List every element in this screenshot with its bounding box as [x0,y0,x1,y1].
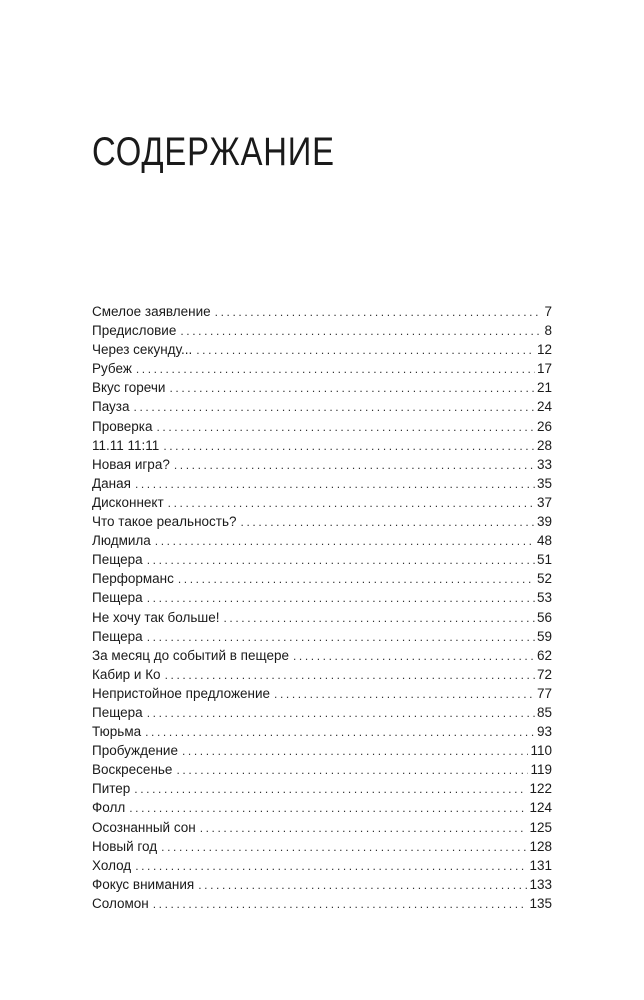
toc-entry-title: Дисконнект [92,494,164,510]
dot-leader [136,360,535,379]
dot-leader [161,838,527,857]
toc-entry-title: Пещера [92,552,143,568]
toc-entry-title: Пробуждение [92,743,178,759]
toc-entry-page-number: 48 [536,533,552,549]
toc-entry-page-number: 131 [529,857,552,873]
toc-entry-page-number: 52 [536,571,552,587]
dot-leader [147,704,535,723]
toc-entry-title: Перформанс [92,571,174,587]
toc-entry [92,608,552,627]
toc-entry-title: Проверка [92,418,153,434]
dot-leader [129,799,527,818]
toc-entry-page-number: 56 [536,609,552,625]
toc-entry [92,455,552,474]
toc-entry-title: Вкус горечи [92,380,166,396]
dot-leader [215,303,543,322]
toc-entry-title: Пещера [92,628,143,644]
dot-leader [293,647,535,666]
dot-leader [198,876,527,895]
dot-leader [196,341,535,360]
toc-entry-page-number: 135 [529,895,552,911]
dot-leader [163,437,535,456]
toc-entry [92,569,552,588]
dot-leader [145,723,535,742]
dot-leader [134,398,535,417]
toc-entry [92,703,552,722]
toc-entry-title: Что такое реальность? [92,514,237,530]
toc-entry-title: Даная [92,475,131,491]
toc-entry-page-number: 62 [536,647,552,663]
toc-entry [92,550,552,569]
toc-entry [92,875,552,894]
toc-entry [92,340,552,359]
toc-entry-page-number: 12 [536,342,552,358]
toc-entry-title: Смелое заявление [92,304,211,319]
toc-entry [92,684,552,703]
toc-entry-page-number: 128 [529,838,552,854]
dot-leader [156,418,535,437]
toc-entry-title: Рубеж [92,361,132,377]
toc-entry-title: Фокус внимания [92,876,195,892]
toc-entry-page-number: 85 [536,704,552,720]
dot-leader [168,494,535,513]
toc-entry [92,856,552,875]
toc-entry [92,665,552,684]
toc-entry [92,321,552,340]
toc-entry [92,894,552,913]
toc-entry [92,531,552,550]
toc-entry [92,588,552,607]
dot-leader [169,379,535,398]
toc-entry-title: Людмила [92,533,151,549]
toc-entry-title: Новая игра? [92,456,170,472]
toc-entry-title: Тюрьма [92,724,142,740]
dot-leader [134,780,527,799]
table-of-contents [92,302,552,913]
toc-entry [92,302,552,321]
toc-entry-page-number: 119 [530,762,552,778]
toc-entry [92,722,552,741]
dot-leader [174,456,535,475]
toc-entry-title: Холод [92,857,132,873]
toc-entry-page-number: 53 [536,590,552,606]
toc-entry-title: Воскресенье [92,762,173,778]
page-title: СОДЕРЖАНИЕ [92,130,335,174]
toc-entry-page-number: 37 [536,494,552,510]
toc-entry [92,436,552,455]
toc-entry-title: Соломон [92,895,149,911]
toc-entry-title: Непристойное предложение [92,685,271,701]
toc-entry [92,417,552,436]
toc-entry-title: Не хочу так больше! [92,609,220,625]
toc-entry-title: Пещера [92,590,143,606]
toc-entry-title: Фолл [92,800,126,816]
toc-entry [92,627,552,646]
toc-entry-title: Кабир и Ко [92,666,161,682]
dot-leader [147,551,535,570]
toc-entry-page-number: 59 [536,628,552,644]
dot-leader [180,322,542,341]
toc-entry-page-number: 133 [529,876,552,892]
toc-entry-page-number: 35 [536,475,552,491]
toc-entry-page-number: 21 [536,380,552,396]
toc-entry-page-number: 8 [544,323,552,339]
toc-entry-title: Новый год [92,838,158,854]
toc-entry-page-number: 122 [529,781,552,797]
toc-entry-title: 11.11 11:11 [92,437,160,453]
dot-leader [182,742,528,761]
dot-leader [274,685,535,704]
dot-leader [153,895,528,914]
dot-leader [135,857,527,876]
toc-entry-page-number: 17 [536,361,552,377]
toc-entry [92,359,552,378]
toc-entry [92,779,552,798]
toc-entry-page-number: 24 [536,399,552,415]
toc-entry-page-number: 51 [536,552,552,568]
toc-entry [92,378,552,397]
toc-entry-page-number: 77 [536,685,552,701]
dot-leader [224,609,535,628]
toc-entry-page-number: 7 [544,304,552,319]
toc-entry [92,397,552,416]
toc-entry-page-number: 93 [536,724,552,740]
toc-entry-title: Пауза [92,399,130,415]
dot-leader [155,532,535,551]
toc-entry-title: Осознанный сон [92,819,196,835]
toc-entry-page-number: 39 [536,514,552,530]
toc-entry [92,512,552,531]
toc-entry-page-number: 124 [529,800,552,816]
toc-entry-page-number: 26 [536,418,552,434]
toc-entry-title: Через секунду... [92,342,193,358]
toc-entry-title: Пещера [92,704,143,720]
dot-leader [241,513,535,532]
toc-entry [92,798,552,817]
toc-entry-page-number: 110 [530,743,552,759]
toc-entry [92,837,552,856]
toc-entry [92,818,552,837]
toc-entry-page-number: 33 [536,456,552,472]
dot-leader [176,761,528,780]
toc-entry [92,474,552,493]
toc-entry [92,741,552,760]
toc-entry-title: За месяц до событий в пещере [92,647,289,663]
dot-leader [147,628,535,647]
dot-leader [147,589,535,608]
dot-leader [135,475,535,494]
toc-entry-title: Питер [92,781,131,797]
toc-entry [92,760,552,779]
toc-entry-page-number: 28 [536,437,552,453]
toc-entry-page-number: 72 [536,666,552,682]
toc-entry [92,646,552,665]
dot-leader [178,570,535,589]
dot-leader [200,819,528,838]
dot-leader [165,666,535,685]
toc-entry [92,493,552,512]
toc-entry-title: Предисловие [92,323,177,339]
toc-entry-page-number: 125 [529,819,552,835]
